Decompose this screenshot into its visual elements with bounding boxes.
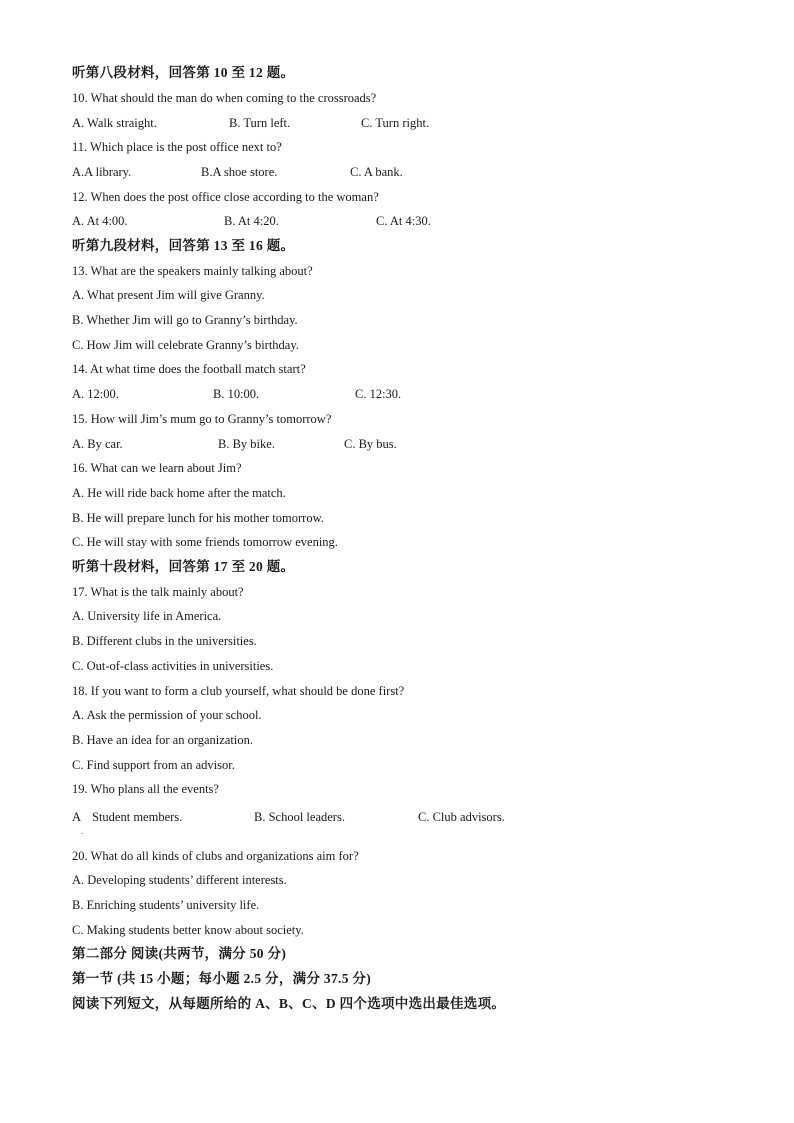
- q20-option-b: B. Enriching students’ university life.: [72, 898, 260, 912]
- q15-option-b: B. By bike.: [218, 437, 275, 451]
- q19-option-a-letter: A: [72, 810, 82, 824]
- q13-question: 13. What are the speakers mainly talking about?: [72, 264, 313, 278]
- q17-option-a: A. University life in America.: [72, 609, 222, 623]
- q18-question: 18. If you want to form a club yourself, what should be done first?: [72, 684, 405, 698]
- q20-option-c: C. Making students better know about society.: [72, 923, 304, 937]
- q19-option-c: C. Club advisors.: [418, 810, 505, 824]
- q19-question: 19. Who plans all the events?: [72, 782, 219, 796]
- q15-option-c: C. By bus.: [344, 437, 397, 451]
- stray-dot: .: [81, 827, 83, 836]
- q13-option-a: A. What present Jim will give Granny.: [72, 288, 265, 302]
- q16-option-c: C. He will stay with some friends tomorrow evening.: [72, 535, 338, 549]
- part2-heading: 第二部分 阅读(共两节，满分 50 分): [72, 946, 287, 961]
- q16-question: 16. What can we learn about Jim?: [72, 461, 242, 475]
- q17-option-c: C. Out-of-class activities in universities.: [72, 659, 274, 673]
- q15-option-a: A. By car.: [72, 437, 123, 451]
- q10-option-c: C. Turn right.: [361, 116, 430, 130]
- part2-section1-heading: 第一节 (共 15 小题；每小题 2.5 分，满分 37.5 分): [72, 971, 372, 986]
- q14-question: 14. At what time does the football match start?: [72, 362, 306, 376]
- q14-option-c: C. 12:30.: [355, 387, 402, 401]
- section9-heading: 听第九段材料，回答第 13 至 16 题。: [72, 238, 295, 253]
- q16-option-b: B. He will prepare lunch for his mother tomorrow.: [72, 511, 324, 525]
- q12-option-a: A. At 4:00.: [72, 214, 128, 228]
- q20-option-a: A. Developing students’ different interests.: [72, 873, 287, 887]
- q18-option-b: B. Have an idea for an organization.: [72, 733, 253, 747]
- q13-option-c: C. How Jim will celebrate Granny’s birthday.: [72, 338, 299, 352]
- q18-option-c: C. Find support from an advisor.: [72, 758, 235, 772]
- q19-option-b: B. School leaders.: [254, 810, 345, 824]
- section8-heading: 听第八段材料，回答第 10 至 12 题。: [72, 65, 295, 80]
- q13-option-b: B. Whether Jim will go to Granny’s birthday.: [72, 313, 298, 327]
- q12-option-b: B. At 4:20.: [224, 214, 279, 228]
- q10-question: 10. What should the man do when coming to the crossroads?: [72, 91, 377, 105]
- q17-question: 17. What is the talk mainly about?: [72, 585, 244, 599]
- q17-option-b: B. Different clubs in the universities.: [72, 634, 257, 648]
- q20-question: 20. What do all kinds of clubs and organizations aim for?: [72, 849, 359, 863]
- q10-option-a: A. Walk straight.: [72, 116, 157, 130]
- q11-option-a: A.A library.: [72, 165, 132, 179]
- q14-option-a: A. 12:00.: [72, 387, 119, 401]
- q11-option-b: B.A shoe store.: [201, 165, 278, 179]
- q14-option-b: B. 10:00.: [213, 387, 260, 401]
- q12-question: 12. When does the post office close according to the woman?: [72, 190, 379, 204]
- section10-heading: 听第十段材料，回答第 17 至 20 题。: [72, 559, 295, 574]
- q15-question: 15. How will Jim’s mum go to Granny’s tomorrow?: [72, 412, 332, 426]
- q16-option-a: A. He will ride back home after the match.: [72, 486, 286, 500]
- q12-option-c: C. At 4:30.: [376, 214, 431, 228]
- q10-option-b: B. Turn left.: [229, 116, 291, 130]
- q11-option-c: C. A bank.: [350, 165, 403, 179]
- q11-question: 11. Which place is the post office next to?: [72, 140, 282, 154]
- part2-instruction: 阅读下列短文，从每题所给的 A、B、C、D 四个选项中选出最佳选项。: [72, 996, 506, 1011]
- q19-option-a: Student members.: [92, 810, 183, 824]
- q18-option-a: A. Ask the permission of your school.: [72, 708, 262, 722]
